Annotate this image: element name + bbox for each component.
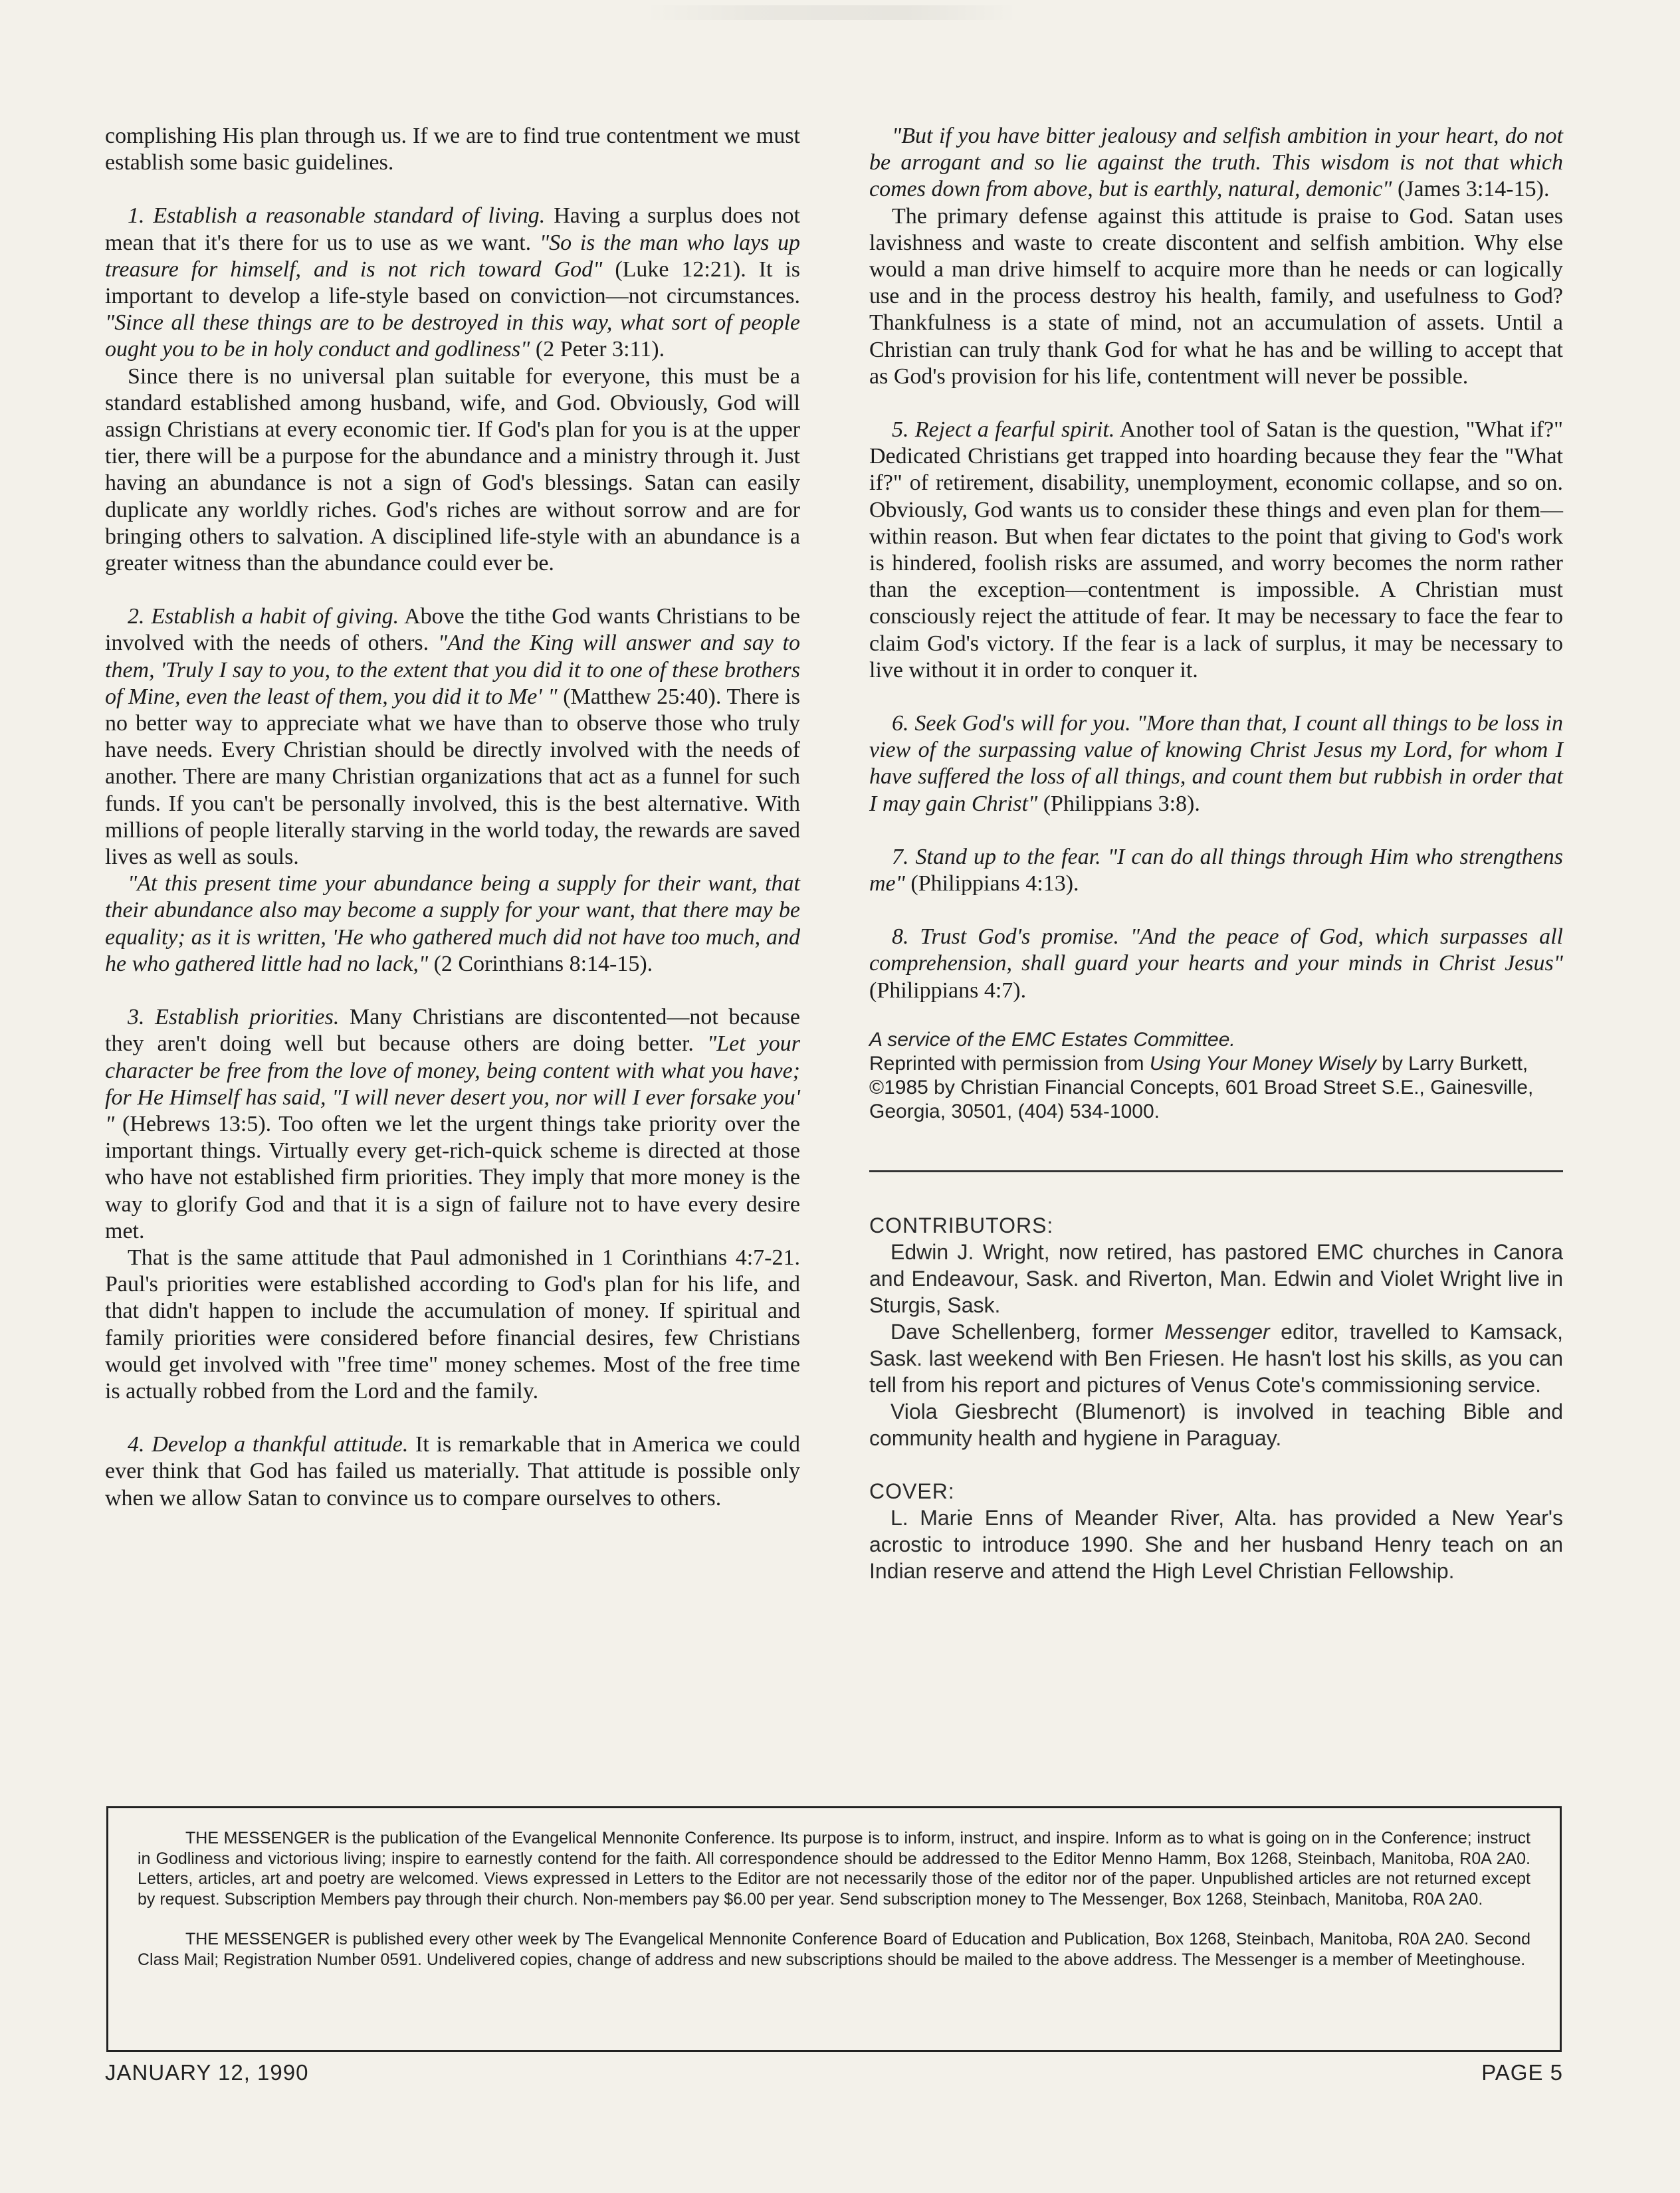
paragraph-paul-priorities: That is the same attitude that Paul admonished in 1 Corinthians 4:7-21. Paul's priorities were established according to God's plan for his life, and that didn't happen to include the accumulation of money. If spiritual and family priorities were considered before financial desires, few Christians would get involved with "free time" money schemes. Most of the free time is actually robbed from the Lord and the family. [105, 1245, 800, 1404]
paragraph-point-2: 2. Establish a habit of giving. Above the tithe God wants Christians to be involved with the needs of others. "And the King will answer and say to them, 'Truly I say to you, to the extent that you did it to one of these brothers of Mine, even the least of them, you did it to Me' " (Matthew 25:40). There is no better way to appreciate what we have than to observe those who truly have needs. Every Christian should be directly involved with the needs of another. There are many Christian organizations that act as a funnel for such funds. If you can't be personally involved, this is the best alternative. With millions of people literally starving in the world today, the rewards are saved lives as well as souls. [105, 604, 800, 870]
point-4-heading: 4. Develop a thankful attitude. [128, 1432, 409, 1457]
page-number: PAGE 5 [1481, 2060, 1563, 2085]
point-7-heading: 7. Stand up to the fear. [892, 844, 1101, 869]
section-divider [869, 1170, 1563, 1172]
paragraph-intro: complishing His plan through us. If we are to find true contentment we must establish some basic guidelines. [105, 124, 800, 175]
scripture-quote: "More than that, I count all things to be loss in view of the surpassing value of knowing Christ Jesus my Lord, for whom I have suffered the loss of all things, and count them but rubbish in order that I may gain Christ" [869, 711, 1563, 816]
credit-reprint-line: Reprinted with permission from Using Your Money Wisely by Larry Burkett, ©1985 by Christian Financial Concepts, 601 Broad Street S.E., Gainesville, Georgia, 30501, (404) 534-1000. [869, 1052, 1534, 1122]
masthead-publication-info: THE MESSENGER is published every other week by The Evangelical Mennonite Conference Board of Education and Publication, Box 1268, Steinbach, Manitoba, R0A 2A0. Second Class Mail; Registration Number 0591. Undelivered copies, change of address and new subscriptions should be mailed to the above address. The Messenger is a member of Meetinghouse. [138, 1930, 1530, 1969]
point-2-heading: 2. Establish a habit of giving. [128, 604, 399, 629]
point-8-heading: 8. Trust God's promise. [892, 924, 1120, 950]
paragraph-point-3: 3. Establish priorities. Many Christians are discontented—not because they aren't doing well but because others are doing better. "Let your character be free from the love of money, being content with what you have; for He Himself has said, "I will never desert you, nor will I ever forsake you' " (Hebrews 13:5). Too often we let the urgent things take priority over the important things. Virtually every get-rich-quick scheme is directed at those who have not established firm priorities. They imply that more money is the way to glorify God and that it is a sign of failure not to have every desire met. [105, 1005, 801, 1243]
paragraph-abundance-quote: "At this present time your abundance being a supply for their want, that their abundance also may become a supply for your want, that there may be equality; as it is written, 'He who gathered much did not have too much, and he who gathered little had no lack," (2 Corinthians 8:14-15). [105, 871, 800, 976]
contributor-entry: Dave Schellenberg, former Messenger editor, travelled to Kamsack, Sask. last weekend with Ben Friesen. He hasn't lost his skills, as you can tell from his report and pictures of Venus Cote's commissioning service. [869, 1319, 1564, 1397]
reprint-credit [869, 1028, 1563, 1124]
paragraph-universal-plan: Since there is no universal plan suitable for everyone, this must be a standard established among husband, wife, and God. Obviously, God will assign Christians at every economic tier. If God's plan for you is at the upper tier, there will be a purpose for the abundance and a ministry through it. Just having an abundance is not a sign of God's blessings. Satan can easily duplicate any worldly riches. God's riches are without sorrow and are for bringing others to salvation. A disciplined life-style with an abundance is a greater witness than the abundance could ever be. [105, 364, 800, 576]
scripture-quote: "And the King will answer and say to them, 'Truly I say to you, to the extent that you did it to one of these brothers of Mine, even the least of them, you did it to Me' " [105, 631, 800, 709]
point-5-heading: 5. Reject a fearful spirit. [892, 417, 1115, 443]
book-title: Using Your Money Wisely [1149, 1052, 1376, 1075]
paragraph-point-5: 5. Reject a fearful spirit. Another tool of Satan is the question, "What if?" Dedicated Christians get trapped into hoarding because they fear the "What if?" of retirement, disability, unemployment, economic collapse, and so on. Obviously, God wants us to consider these things and even plan for them—within reason. But when fear dictates to the point that giving to God's work is hindered, foolish risks are assumed, and worry becomes the norm rather than the exception—contentment is impossible. A Christian must consciously reject the attitude of fear. It may be necessary to face the fear to claim God's victory. If the fear is a lack of surplus, it may be necessary to live without it in order to conquer it. [869, 417, 1563, 682]
contributor-entry: Viola Giesbrecht (Blumenort) is involved in teaching Bible and community health and hygiene in Paraguay. [869, 1399, 1563, 1450]
paragraph-point-4: 4. Develop a thankful attitude. It is remarkable that in America we could ever think that God has failed us materially. That attitude is possible only when we allow Satan to convince us to compare ourselves to others. [105, 1432, 800, 1511]
paragraph-point-1: 1. Establish a reasonable standard of living. Having a surplus does not mean that it's there for us to use as we want. "So is the man who lays up treasure for himself, and is not rich toward God" (Luke 12:21). It is important to develop a life-style based on conviction—not circumstances. "Since all these things are to be destroyed in this way, what sort of people ought you to be in holy conduct and godliness" (2 Peter 3:11). [105, 203, 801, 362]
point-1-heading: 1. Establish a reasonable standard of living. [128, 203, 546, 229]
scripture-quote: "At this present time your abundance being a supply for their want, that their abundance also may become a supply for your want, that there may be equality; as it is written, 'He who gathered much did not have too much, and he who gathered little had no lack," [105, 871, 800, 976]
contributor-entry: Edwin J. Wright, now retired, has pastored EMC churches in Canora and Endeavour, Sask. and Riverton, Man. Edwin and Violet Wright live in Sturgis, Sask. [869, 1239, 1563, 1317]
paragraph-point-6: 6. Seek God's will for you. "More than that, I count all things to be loss in view of the surpassing value of knowing Christ Jesus my Lord, for whom I have suffered the loss of all things, and count them but rubbish in order that I may gain Christ" (Philippians 3:8). [869, 711, 1563, 816]
left-column [105, 123, 800, 1512]
point-6-heading: 6. Seek God's will for you. [892, 711, 1131, 736]
scripture-quote: "I can do all things through Him who strengthens me" [869, 844, 1563, 896]
cover-description: L. Marie Enns of Meander River, Alta. has provided a New Year's acrostic to introduce 1990. She and her husband Henry teach on an Indian reserve and attend the High Level Christian Fellowship. [869, 1505, 1563, 1583]
masthead-box [106, 1806, 1562, 2052]
masthead-purpose: THE MESSENGER is the publication of the Evangelical Mennonite Conference. Its purpose is to inform, instruct, and inspire. Inform as to what is going on in the Conference; instruct in Godliness and victorious living; inspire to earnestly contend for the faith. All correspondence should be addressed to the Editor Menno Hamm, Box 1268, Steinbach, Manitoba, R0A 2A0. Letters, articles, art and poetry are welcomed. Views expressed in Letters to the Editor are not necessarily those of the editor nor of the paper. Unpublished articles are not returned except by request. Subscription Members pay through their church. Non-members pay $6.00 per year. Send subscription money to The Messenger, Box 1268, Steinbach, Manitoba, R0A 2A0. [138, 1829, 1530, 1909]
contributors-section [869, 1212, 1563, 1584]
scripture-quote: "Let your character be free from the love of money, being content with what you have; for He Himself has said, "I will never desert you, nor will I ever forsake you' " [105, 1031, 801, 1136]
publication-title: Messenger [1164, 1319, 1270, 1344]
paragraph-primary-defense: The primary defense against this attitude is praise to God. Satan uses lavishness and waste to create discontent and selfish ambition. Why else would a man drive himself to acquire more than he needs or can logically use and in the process destroy his health, family, and usefulness to God? Thankfulness is a state of mind, not an accumulation of assets. Until a Christian can truly thank God for what he has and be willing to accept that as God's provision for his life, contentment will never be possible. [869, 203, 1563, 389]
point-3-heading: 3. Establish priorities. [128, 1005, 340, 1030]
credit-service-line: A service of the EMC Estates Committee. [869, 1028, 1235, 1051]
paragraph-james-quote: "But if you have bitter jealousy and selfish ambition in your heart, do not be arrogant and so lie against the truth. This wisdom is not that which comes down from above, but is earthly, natural, demonic" (James 3:14-15). [869, 124, 1563, 202]
issue-date: JANUARY 12, 1990 [105, 2060, 309, 2085]
right-column [869, 123, 1563, 1584]
cover-heading: COVER: [869, 1479, 955, 1503]
scripture-quote: "Since all these things are to be destroyed in this way, what sort of people ought you to be in holy conduct and godliness" [105, 310, 800, 362]
scan-artifact [645, 5, 1017, 20]
scripture-quote: "And the peace of God, which surpasses all comprehension, shall guard your hearts and your minds in Christ Jesus" [869, 924, 1563, 976]
scripture-quote: "So is the man who lays up treasure for himself, and is not rich toward God" [105, 230, 801, 282]
contributors-heading: CONTRIBUTORS: [869, 1213, 1054, 1237]
paragraph-point-7: 7. Stand up to the fear. "I can do all things through Him who strengthens me" (Philippians 4:13). [869, 844, 1563, 896]
scripture-quote: "But if you have bitter jealousy and selfish ambition in your heart, do not be arrogant and so lie against the truth. This wisdom is not that which comes down from above, but is earthly, natural, demonic" [869, 124, 1563, 202]
paragraph-point-8: 8. Trust God's promise. "And the peace of God, which surpasses all comprehension, shall guard your hearts and your minds in Christ Jesus" (Philippians 4:7). [869, 924, 1563, 1003]
